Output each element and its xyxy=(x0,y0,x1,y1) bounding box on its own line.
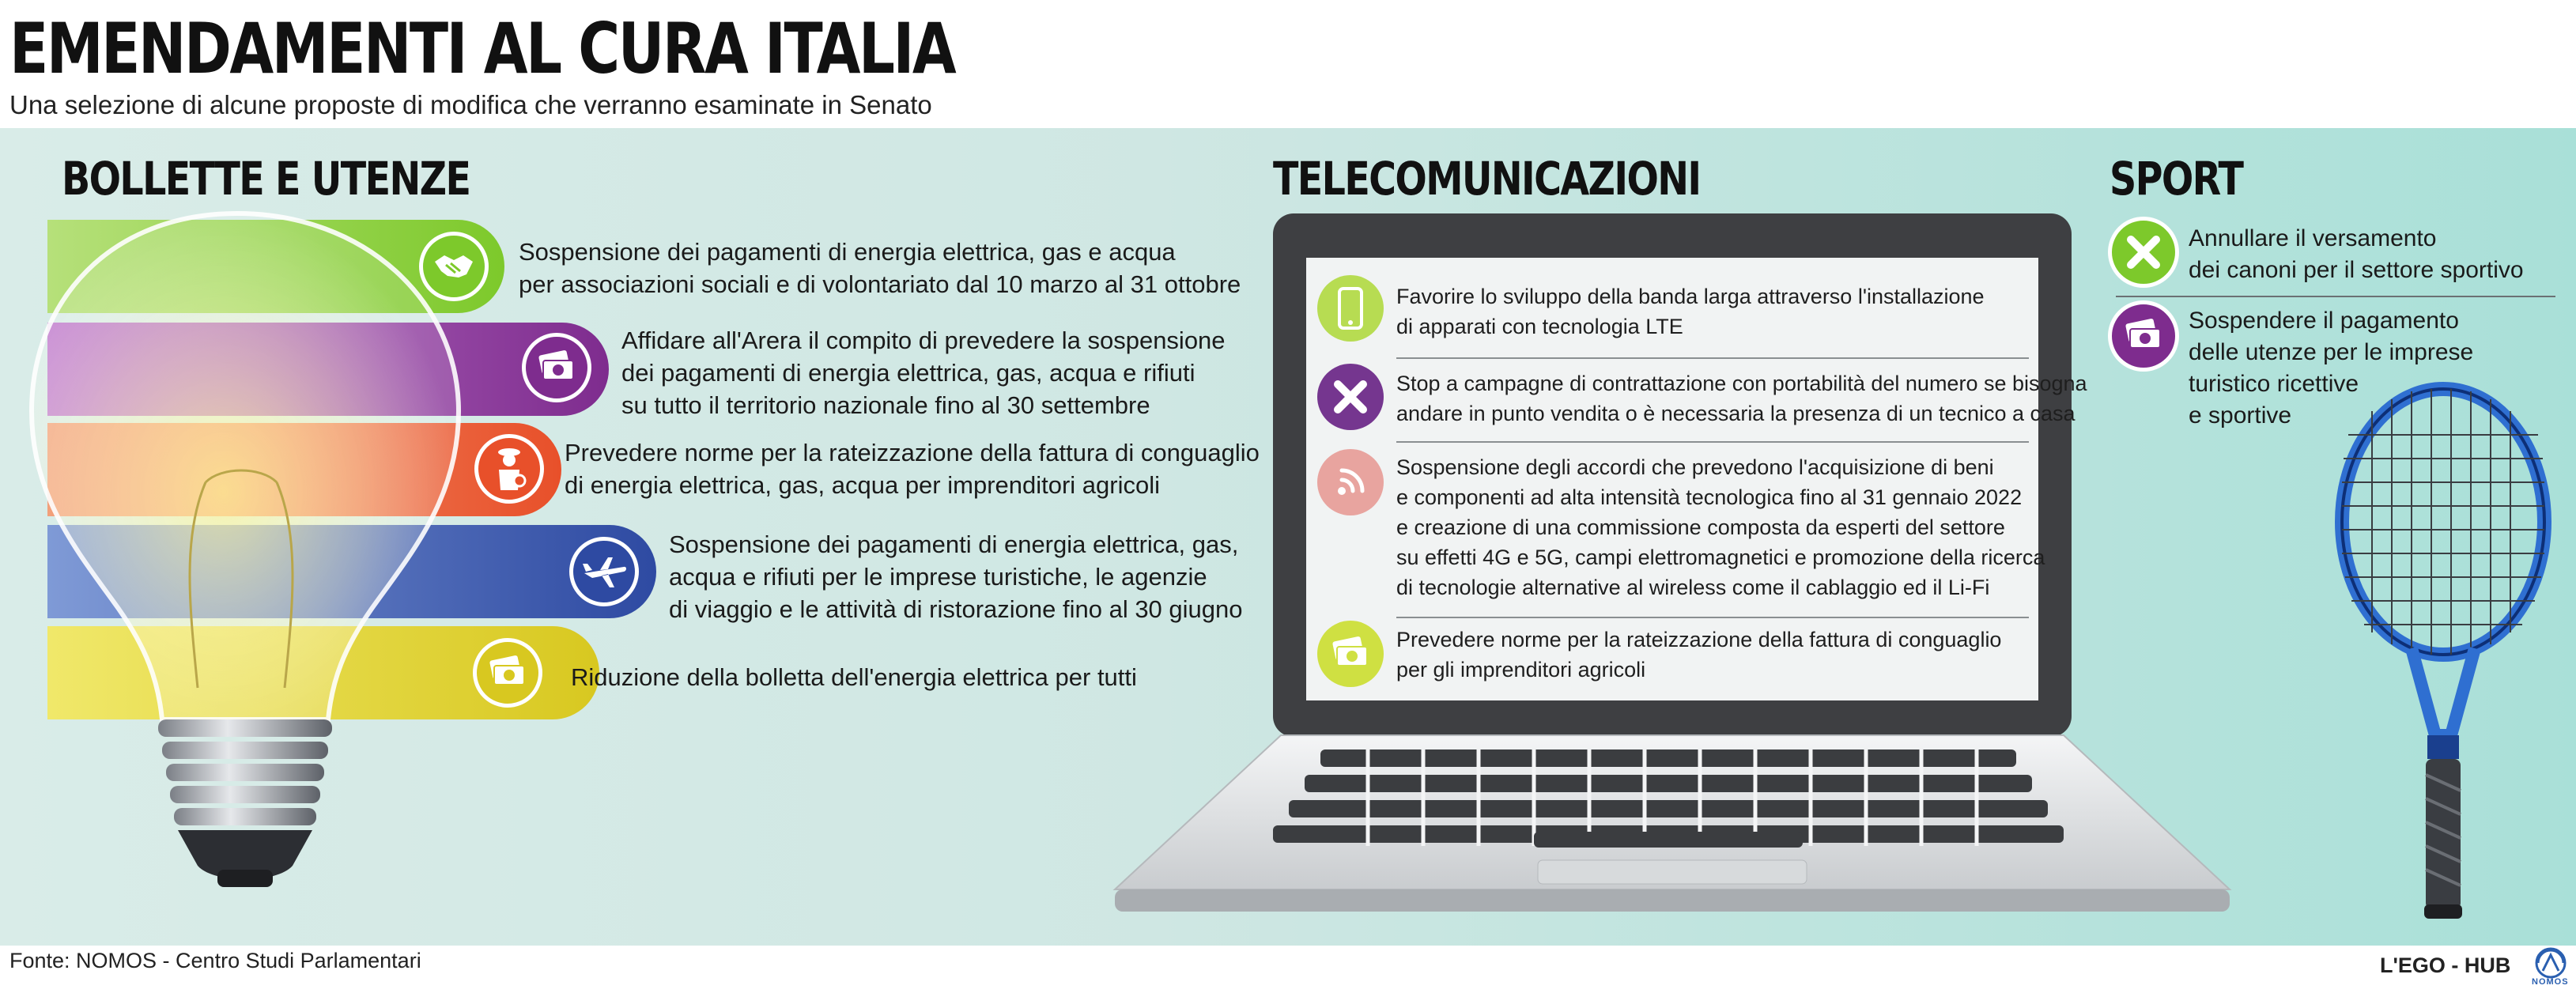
bollette-item-2: Affidare all'Arera il compito di prevedere la sospensione dei pagamenti di energia elettrica, gas, acqua e rifiuti su tutto il territorio nazionale fino al 30 settembre xyxy=(621,327,1226,419)
money-icon xyxy=(1317,621,1384,687)
divider xyxy=(2116,296,2555,297)
telecom-item-2: Stop a campagne di contrattazione con portabilità del numero se bisogna andare in punto vendita o è necessaria la presenza di un tecnico a casa xyxy=(1396,372,2087,425)
sport-item-2: Sospendere il pagamento delle utenze per le imprese turistico ricettive e sportive xyxy=(2189,308,2474,429)
divider xyxy=(1396,617,2029,618)
telecom-item-3: Sospensione degli accordi che prevedono l'acquisizione di beni e componenti ad alta intensità tecnologica fino al 31 gennaio 2022 e creazione di una commissione composta da esperti del settore su effetti 4G e 5G, campi elettromagnetici e promozione della ricerca di tecnologie alternative al wireless come il cablaggio ed il Li-Fi xyxy=(1396,455,2045,599)
laptop-keyboard-base xyxy=(1107,727,2238,933)
bollette-item-1: Sospensione dei pagamenti di energia elettrica, gas e acqua per associazioni sociali e di volontariato dal 10 marzo al 31 ottobre xyxy=(519,238,1241,298)
farmer-icon xyxy=(474,434,544,504)
section-heading-bollette: BOLLETTE E UTENZE xyxy=(62,152,470,206)
logo-text: NOMOS xyxy=(2532,977,2569,987)
airplane-icon xyxy=(569,537,639,606)
money-icon xyxy=(2108,300,2179,372)
page-subtitle: Una selezione di alcune proposte di modifica che verranno esaminate in Senato xyxy=(9,90,932,119)
section-heading-sport: SPORT xyxy=(2110,152,2243,206)
wireless-icon xyxy=(1317,449,1384,515)
divider xyxy=(1396,357,2029,359)
handshake-icon xyxy=(419,232,489,301)
smartphone-icon xyxy=(1317,275,1384,342)
bollette-item-3: Prevedere norme per la rateizzazione della fattura di conguaglio di energia elettrica, gas, acqua per imprenditori agricoli xyxy=(565,439,1260,499)
telecom-item-4: Prevedere norme per la rateizzazione della fattura di conguaglio per gli imprenditori agricoli xyxy=(1396,628,2002,682)
telecom-item-1: Favorire lo sviluppo della banda larga attraverso l'installazione di apparati con tecnologia LTE xyxy=(1396,285,1985,338)
section-heading-telecom: TELECOMUNICAZIONI xyxy=(1273,152,1701,206)
light-bulb-illustration xyxy=(16,198,522,925)
page-title: EMENDAMENTI AL CURA ITALIA xyxy=(9,8,955,89)
bollette-item-5: Riduzione della bolletta dell'energia elettrica per tutti xyxy=(571,663,1137,691)
cross-icon xyxy=(2108,217,2179,288)
divider xyxy=(1396,441,2029,443)
money-icon xyxy=(522,333,591,402)
money-icon xyxy=(473,638,542,708)
cross-icon xyxy=(1317,364,1384,430)
brand-label: L'EGO - HUB xyxy=(2380,953,2511,977)
nomos-logo xyxy=(2529,946,2573,990)
tennis-racket-illustration xyxy=(2325,379,2562,925)
source-note: Fonte: NOMOS - Centro Studi Parlamentari xyxy=(9,949,421,972)
bollette-item-4: Sospensione dei pagamenti di energia elettrica, gas, acqua e rifiuti per le imprese turistiche, le agenzie di viaggio e le attività di ristorazione fino al 30 giugno xyxy=(669,530,1243,623)
sport-item-1: Annullare il versamento dei canoni per il settore sportivo xyxy=(2189,225,2524,283)
